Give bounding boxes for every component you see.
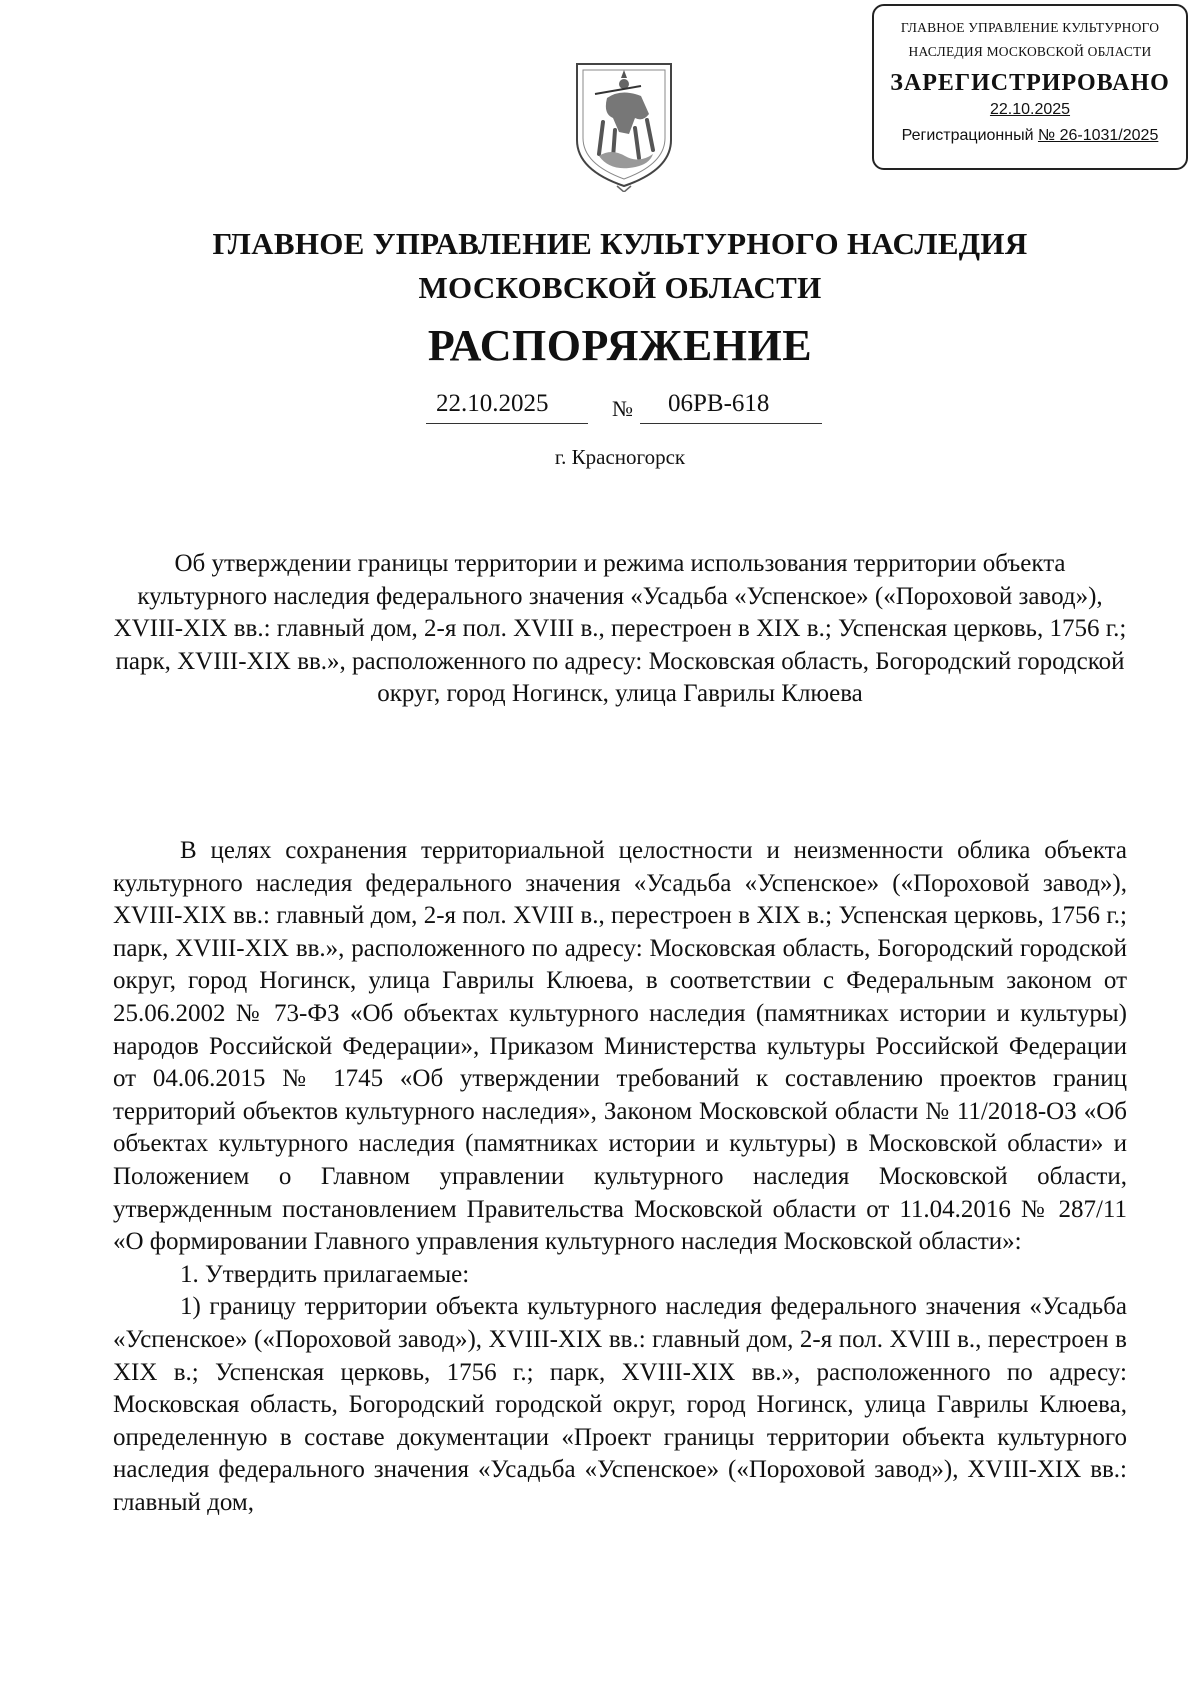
city: г. Красногорск xyxy=(554,445,686,469)
stamp-org-line2: НАСЛЕДИЯ МОСКОВСКОЙ ОБЛАСТИ xyxy=(908,44,1152,59)
coat-of-arms-icon xyxy=(569,58,679,192)
organization-title-line1: ГЛАВНОЕ УПРАВЛЕНИЕ КУЛЬТУРНОГО НАСЛЕДИЯ xyxy=(212,226,1028,261)
body-preamble: В целях сохранения территориальной целостности и неизменности облика объекта культурного наследия федерального значения «Усадьба «Успенское» («Пороховой завод»), XVIII-XIX вв.: главный дом, 2-я пол. XVIII в., перестроен в XIX в.; Успенская церковь, 1756 г.; парк, XVIII-XIX вв.», расположенного по адресу: Московская область, Богородский городской округ, город Ногинск, улица Гаврилы Клюева, в соответствии с Федеральным законом от 25.06.2002 № 73-ФЗ «Об объектах культурного наследия (памятниках истории и культуры) народов Российской Федерации», Приказом Министерства культуры Российской Федерации от 04.06.2015 № 1745 «Об утверждении требований к составлению проектов границ территорий объектов культурного наследия», Законом Московской области № 11/2018-ОЗ «Об объектах культурного наследия (памятниках истории и культуры) в Московской области» и Положением о Главном управлении культурного наследия Московской области, утвержденным постановлением Правительства Московской области от 11.04.2016 № 287/11 «О формировании Главного управления культурного наследия Московской области»: xyxy=(113,837,1127,1256)
document-date: 22.10.2025 xyxy=(436,390,549,417)
number-underline xyxy=(640,423,822,424)
document-number: 06РВ-618 xyxy=(668,390,770,417)
document-type: РАСПОРЯЖЕНИЕ xyxy=(427,321,813,370)
stamp-status: ЗАРЕГИСТРИРОВАНО xyxy=(890,70,1170,96)
organization-title-line2: МОСКОВСКОЙ ОБЛАСТИ xyxy=(418,270,822,305)
document-subject: Об утверждении границы территории и режима использования территории объекта культурного наследия федерального значения «Усадьба «Успенское» («Пороховой завод»), XVIII-XIX вв.: главный дом, 2-я пол. XVIII в., перестроен в XIX в.; Успенская церковь, 1756 г.; парк, XVIII-XIX вв.», расположенного по адресу: Московская область, Богородский городской округ, город Ногинск, улица Гаврилы Клюева xyxy=(113,550,1127,708)
stamp-reg-number xyxy=(874,127,1186,145)
stamp-organization xyxy=(874,16,1186,64)
stamp-date: 22.10.2025 xyxy=(989,101,1071,118)
stamp-org-line1: ГЛАВНОЕ УПРАВЛЕНИЕ КУЛЬТУРНОГО xyxy=(900,20,1160,35)
number-sign: № xyxy=(612,396,633,421)
date-underline xyxy=(426,423,588,424)
document-body xyxy=(113,835,1127,1519)
registration-stamp xyxy=(872,4,1188,170)
organization-title xyxy=(0,222,1200,310)
body-item-1: 1. Утвердить прилагаемые: xyxy=(180,1260,470,1288)
stamp-reg-value: № 26-1031/2025 xyxy=(1037,127,1159,144)
body-item-1-1: 1) границу территории объекта культурного наследия федерального значения «Усадьба «Успенское» («Пороховой завод»), XVIII-XIX вв.: главный дом, 2-я пол. XVIII в., перестроен в XIX в.; Успенская церковь, 1756 г.; парк, XVIII-XIX вв.», расположенного по адресу: Московская область, Богородский городской округ, город Ногинск, улица Гаврилы Клюева, определенную в составе документации «Проект границы территории объекта культурного наследия федерального значения «Усадьба «Успенское» («Пороховой завод»), XVIII-XIX вв.: главный дом, xyxy=(113,1293,1127,1516)
stamp-reg-label: Регистрационный xyxy=(901,127,1034,144)
